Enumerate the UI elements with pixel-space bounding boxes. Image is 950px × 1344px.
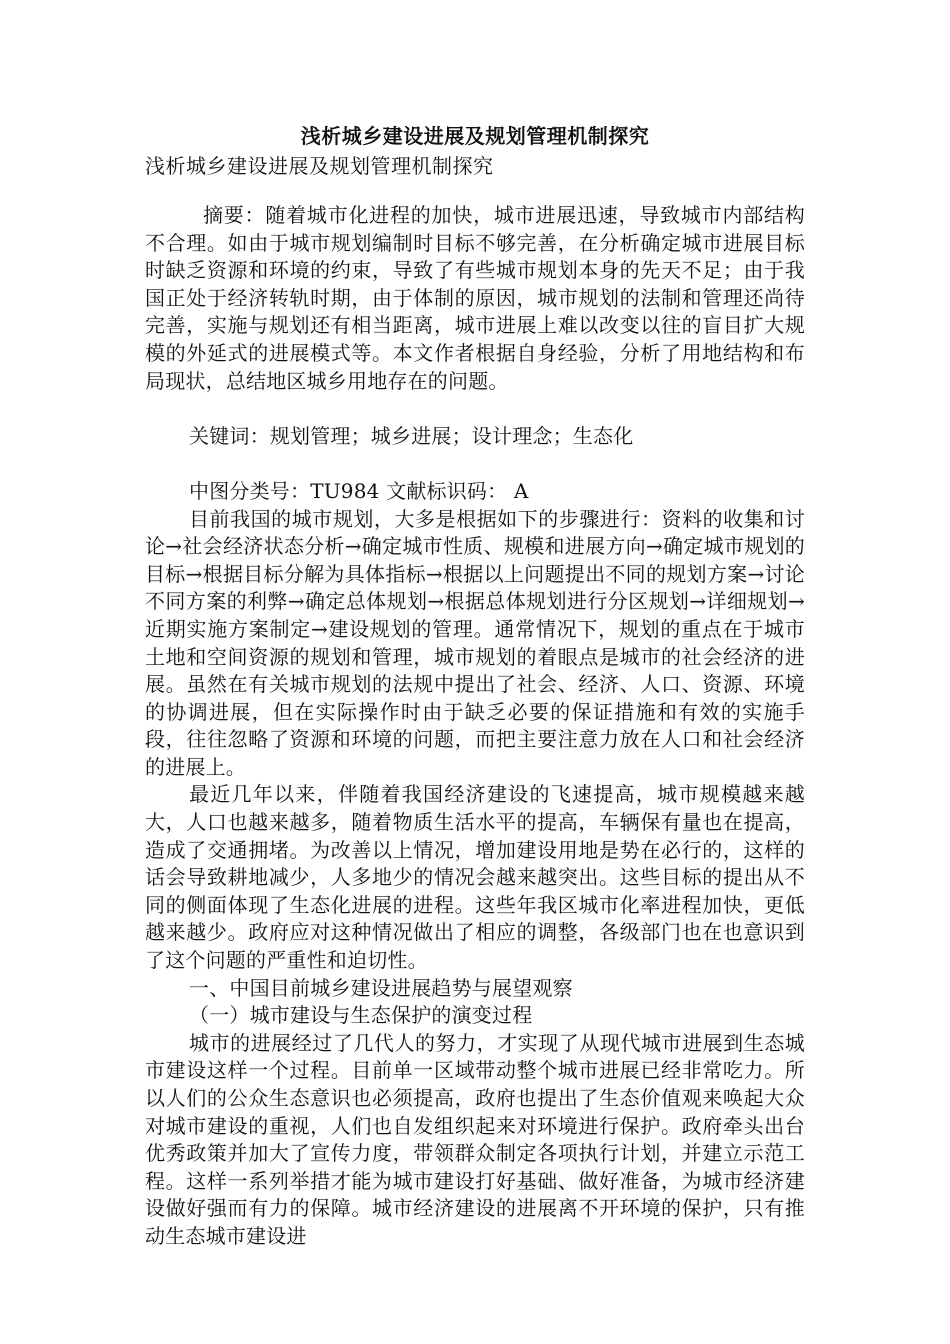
document-title: 浅析城乡建设进展及规划管理机制探究 xyxy=(300,124,650,148)
body-paragraph: 最近几年以来，伴随着我国经济建设的飞速提高，城市规模越来越大，人口也越来越多，随着物质生活水平的提高，车辆保有量也在提高，造成了交通拥堵。为改善以上情况，增加建设用地是势在必行的，这样的话会导致耕地减少，人多地少的情况会越来越突出。这些目标的提出从不同的侧面体现了生态化进展的进程。这些年我区城市化率进程加快，更低越来越少。政府应对这种情况做出了相应的调整，各级部门也在也意识到了这个问题的严重性和迫切性。 xyxy=(145,782,805,973)
blank-line xyxy=(145,395,805,423)
keywords-line: 关键词：规划管理；城乡进展；设计理念；生态化 xyxy=(189,423,634,448)
blank-line xyxy=(145,450,805,478)
subsection-heading: （一）城市建设与生态保护的演变过程 xyxy=(189,1003,533,1028)
document-body xyxy=(145,202,805,1251)
classification-line: 中图分类号：TU984 文献标识码： A xyxy=(189,478,529,503)
document-subtitle: 浅析城乡建设进展及规划管理机制探究 xyxy=(145,154,494,178)
abstract-paragraph: 摘要：随着城市化进程的加快，城市进展迅速，导致城市内部结构不合理。如由于城市规划编制时目标不够完善，在分析确定城市进展目标时缺乏资源和环境的约束，导致了有些城市规划本身的先天不足；由于我国正处于经济转轨时期，由于体制的原因，城市规划的法制和管理还尚待完善，实施与规划还有相当距离，城市进展上难以改变以往的盲目扩大规模的外延式的进展模式等。本文作者根据自身经验，分析了用地结构和布局现状，总结地区城乡用地存在的问题。 xyxy=(145,203,805,393)
body-paragraph: 目前我国的城市规划，大多是根据如下的步骤进行：资料的收集和讨论→社会经济状态分析→确定城市性质、规模和进展方向→确定城市规划的目标→根据目标分解为具体指标→根据以上问题提出不同的规划方案→讨论不同方案的利弊→确定总体规划→根据总体规划进行分区规划→详细规划→近期实施方案制定→建设规划的管理。通常情况下，规划的重点在于城市土地和空间资源的规划和管理，城市规划的着眼点是城市的社会经济的进展。虽然在有关城市规划的法规中提出了社会、经济、人口、资源、环境的协调进展，但在实际操作时由于缺乏必要的保证措施和有效的实施手段，往往忽略了资源和环境的问题，而把主要注意力放在人口和社会经济的进展上。 xyxy=(145,506,805,779)
section-heading: 一、中国目前城乡建设进展趋势与展望观察 xyxy=(189,975,573,1000)
body-paragraph: 城市的进展经过了几代人的努力，才实现了从现代城市进展到生态城市建设这样一个过程。目前单一区域带动整个城市进展已经非常吃力。所以人们的公众生态意识也必须提高，政府也提出了生态价值观来唤起大众对城市建设的重视，人们也自发组织起来对环境进行保护。政府牵头出台优秀政策并加大了宣传力度，带领群众制定各项执行计划，并建立示范工程。这样一系列举措才能为城市建设打好基础、做好准备，为城市经济建设做好强而有力的保障。城市经济建设的进展离不开环境的保护，只有推动生态城市建设进 xyxy=(145,1030,805,1248)
